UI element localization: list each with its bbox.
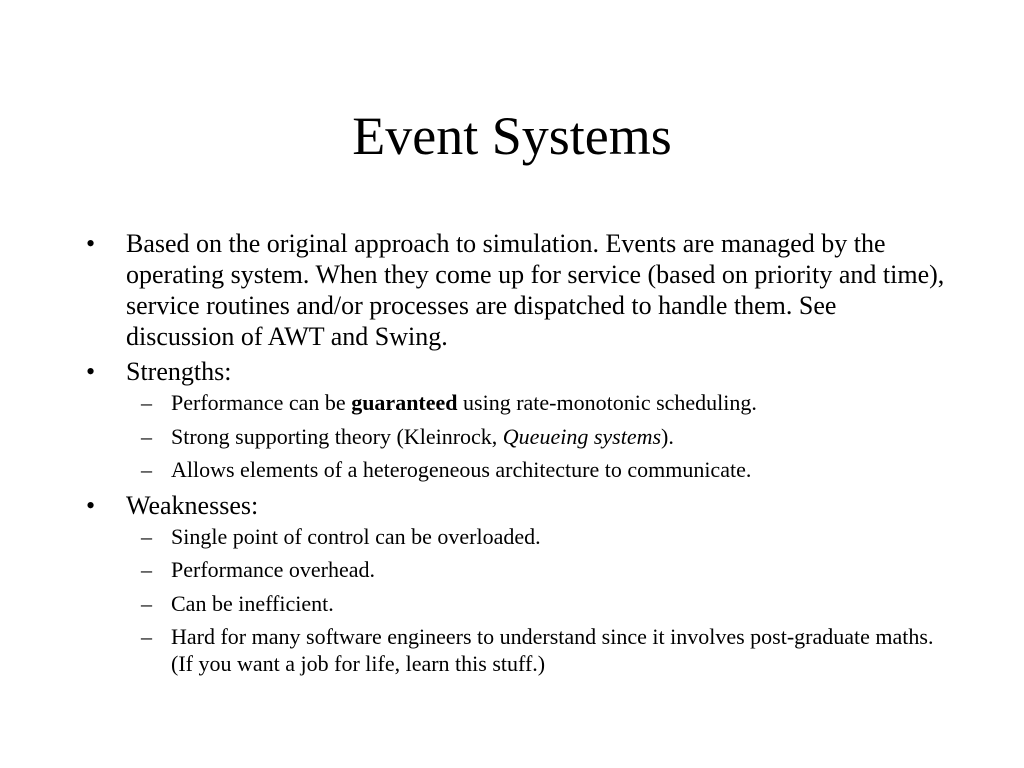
dash-marker: – [141,390,152,415]
sub-item [126,623,950,677]
sub-text: Performance overhead. [171,557,376,582]
bullet-item-strengths [80,356,950,483]
sub-text-italic: Queueing systems [502,423,662,449]
sub-text-bold: guaranteed [351,390,458,415]
sub-item [126,389,950,416]
dash-marker: – [141,557,152,582]
sub-text-pre: Strong supporting theory (Kleinrock, [171,423,503,449]
bullet-item-weaknesses [80,490,950,678]
dash-marker: – [141,457,152,482]
sub-text-pre: Performance can be [171,390,352,415]
bullet-item [80,228,950,352]
sub-text: Hard for many software engineers to understand since it involves post-graduate maths. (If you want a job for life, learn this stuff.) [171,624,934,676]
sub-list-strengths [126,389,950,483]
dash-marker: – [141,523,152,549]
bullet-text: Based on the original approach to simulation. Events are managed by the operating system. When they come up for service (based on priority and time), service routines and/or processes are dispatched to handle them. See discussion of AWT and Swing. [126,229,945,351]
bullet-marker: • [86,357,96,386]
sub-text-post: using rate-monotonic scheduling. [457,390,757,415]
sub-item [126,556,950,583]
sub-item [126,423,950,450]
sub-text: Allows elements of a heterogeneous architecture to communicate. [171,457,752,482]
bullet-list [80,228,950,684]
bullet-marker: • [86,490,96,520]
sub-text: Single point of control can be overloaded. [171,523,541,549]
sub-list-weaknesses [126,523,950,678]
dash-marker: – [141,590,152,616]
sub-item [126,456,950,483]
bullet-text: Strengths: [126,357,232,386]
sub-text: Can be inefficient. [171,590,334,616]
bullet-marker: • [86,229,96,258]
bullet-text: Weaknesses: [126,490,259,520]
dash-marker: – [141,423,152,449]
sub-item [126,590,950,617]
slide-title: Event Systems [352,106,672,166]
dash-marker: – [141,624,152,649]
sub-text-post: ). [661,423,674,449]
sub-item [126,523,950,550]
